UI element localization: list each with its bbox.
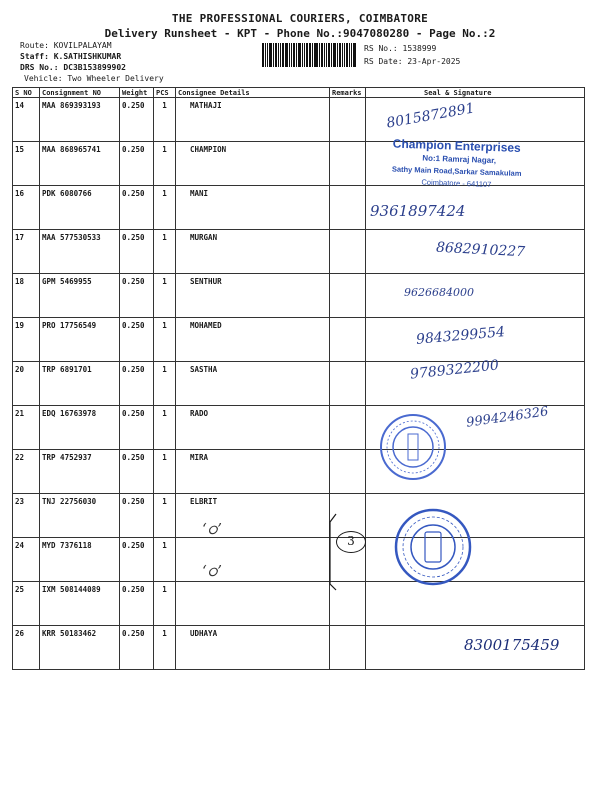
barcode-bar [351,43,352,67]
barcode-bar [289,43,290,67]
cell-pcs: 1 [154,186,176,230]
barcode-bar [324,43,325,67]
remarks-bracket-line [326,512,340,592]
cell-remarks [330,142,366,186]
col-signature-header: Seal & Signature [366,88,585,98]
cell-pcs: 1 [154,142,176,186]
barcode-bar [344,43,345,67]
cell-weight: 0.250 [120,626,154,670]
table-row [13,318,585,362]
route-line [20,40,164,51]
champion-stamp-name: Champion Enterprises [392,136,521,155]
vehicle-label: Vehicle: [24,74,63,83]
table-row [13,362,585,406]
col-pcs-header: PCS [154,88,176,98]
cell-remarks [330,450,366,494]
cell-weight: 0.250 [120,538,154,582]
cell-consignee [176,538,330,582]
cell-sno: 14 [13,98,40,142]
barcode-bar [331,43,332,67]
bottom-phone-handwritten: 8300175459 [464,636,560,654]
barcode-bar [296,43,297,67]
barcode-bar [314,43,315,67]
cell-pcs: 1 [154,406,176,450]
consignee-mark-24: ʻഠʼ [202,520,222,538]
barcode-bar [353,43,356,67]
cell-pcs: 1 [154,626,176,670]
cell-weight: 0.250 [120,362,154,406]
cell-sno: 18 [13,274,40,318]
route-label: Route: [20,41,49,50]
barcode-bar [280,43,281,67]
rs-date-label: RS Date: [364,57,403,66]
table-row [13,274,585,318]
cell-remarks [330,274,366,318]
cell-consignee: MURGAN [176,230,330,274]
barcode-bar [328,43,330,67]
cell-signature [366,582,585,626]
cell-sno: 25 [13,582,40,626]
cell-consignment-no: PDK 6080766 [40,186,120,230]
cell-sno: 24 [13,538,40,582]
handwritten-phone-number: 8682910227 [435,239,526,261]
col-consignee-header: Consignee Details [176,88,330,98]
barcode-bar [302,43,303,67]
runsheet-subtitle: Delivery Runsheet - KPT - Phone No.:9047080280 - Page No.:2 [104,27,496,40]
rs-date-value: 23-Apr-2025 [407,57,461,66]
remarks-circle-mark [336,531,366,553]
barcode-bar [267,43,268,67]
cell-consignment-no: TRP 6891701 [40,362,120,406]
cell-weight: 0.250 [120,406,154,450]
barcode-bar [306,43,308,67]
cell-weight: 0.250 [120,274,154,318]
handwritten-phone-number: 9843299554 [415,324,506,348]
barcode-bar [319,43,320,67]
header-meta-block [20,40,164,84]
barcode-bar [282,43,284,67]
cell-consignment-no: TNJ 22756030 [40,494,120,538]
cell-consignee: CHAMPION [176,142,330,186]
cell-weight: 0.250 [120,98,154,142]
rs-meta-block [364,42,460,68]
cell-pcs: 1 [154,230,176,274]
cell-pcs: 1 [154,538,176,582]
cell-sno: 26 [13,626,40,670]
barcode-bar [275,43,277,67]
barcode-bar [339,43,341,67]
staff-label: Staff: [20,52,49,61]
table-row [13,230,585,274]
round-company-seal [378,412,448,482]
col-sno-header: S NO [13,88,40,98]
barcode-bar [326,43,327,67]
barcode-bar [309,43,311,67]
barcode-bar [342,43,343,67]
cell-pcs: 1 [154,582,176,626]
handwritten-phone-number: 8015872891 [385,100,476,132]
barcode-bar [312,43,313,67]
vehicle-value: Two Wheeler Delivery [67,74,164,83]
cell-pcs: 1 [154,494,176,538]
cell-consignment-no: MAA 869393193 [40,98,120,142]
cell-sno: 23 [13,494,40,538]
cell-consignee [176,582,330,626]
barcode-bar [265,43,266,67]
cell-consignment-no: IXM 508144089 [40,582,120,626]
rs-no-value: 1538999 [402,44,437,53]
cell-weight: 0.250 [120,186,154,230]
champion-stamp [391,137,593,200]
barcode-bar [285,43,288,67]
cell-remarks [330,186,366,230]
cell-weight: 0.250 [120,494,154,538]
cell-consignee: UDHAYA [176,626,330,670]
cell-remarks [330,98,366,142]
cell-consignment-no: KRR 50183462 [40,626,120,670]
champion-stamp-line1: No:1 Ramraj Nagar, [422,153,497,166]
cell-sno: 19 [13,318,40,362]
cell-consignment-no: MAA 577530533 [40,230,120,274]
handwritten-phone-number: 9626684000 [404,286,474,299]
cell-consignment-no: MAA 868965741 [40,142,120,186]
handwritten-phone-number: 9994246326 [465,404,550,431]
champion-stamp-line2: Sathy Main Road,Sarkar Samakulam [391,164,522,179]
barcode-bar [315,43,318,67]
col-consignment-header: Consignment NO [40,88,120,98]
barcode-bar [346,43,348,67]
table-row [13,494,585,538]
cell-weight: 0.250 [120,318,154,362]
cell-consignment-no: TRP 4752937 [40,450,120,494]
cell-signature [366,274,585,318]
barcode-bar [349,43,350,67]
cell-sno: 17 [13,230,40,274]
rs-no-label: RS No.: [364,44,398,53]
cell-pcs: 1 [154,318,176,362]
drs-value: DC3B153899902 [63,63,126,72]
barcode-bar [262,43,264,67]
cell-pcs: 1 [154,362,176,406]
cell-consignee: MANI [176,186,330,230]
drs-label: DRS No.: [20,63,59,72]
barcode-bar [321,43,323,67]
cell-weight: 0.250 [120,142,154,186]
cell-remarks [330,406,366,450]
cell-consignee: MATHAJI [176,98,330,142]
cell-sno: 16 [13,186,40,230]
cell-weight: 0.250 [120,230,154,274]
cell-pcs: 1 [154,98,176,142]
vehicle-line [20,73,164,84]
consignee-mark-25: ʻഠʼ [202,562,222,580]
cell-weight: 0.250 [120,582,154,626]
cell-sno: 20 [13,362,40,406]
cell-remarks [330,362,366,406]
barcode-bar [291,43,292,67]
cell-signature [366,318,585,362]
company-title: THE PROFESSIONAL COURIERS, COIMBATORE [171,12,429,25]
cell-consignment-no: MYD 7376118 [40,538,120,582]
cell-consignee: RADO [176,406,330,450]
barcode-bar [273,43,274,67]
table-row [13,406,585,450]
table-row [13,450,585,494]
route-value: KOVILPALAYAM [53,41,112,50]
cell-consignee: MIRA [176,450,330,494]
cell-signature [366,230,585,274]
drs-barcode [262,43,356,67]
table-row [13,582,585,626]
cell-sno: 21 [13,406,40,450]
handwritten-phone-number: 9789322200 [409,357,500,383]
cell-sno: 22 [13,450,40,494]
elbrit-company-seal [392,506,474,588]
cell-consignment-no: GPM 5469955 [40,274,120,318]
cell-consignee: SENTHUR [176,274,330,318]
cell-weight: 0.250 [120,450,154,494]
cell-signature [366,98,585,142]
barcode-bar [278,43,279,67]
drs-line [20,62,164,73]
rs-date-line [364,55,460,68]
staff-line [20,51,164,62]
cell-consignment-no: EDQ 16763978 [40,406,120,450]
cell-remarks [330,626,366,670]
staff-value: K.SATHISHKUMAR [53,52,122,61]
barcode-bar [269,43,272,67]
barcode-bar [298,43,301,67]
cell-remarks [330,230,366,274]
table-header-row [13,88,585,98]
cell-remarks [330,318,366,362]
col-weight-header: Weight [120,88,154,98]
table-row [13,98,585,142]
barcode-bar [304,43,305,67]
handwritten-phone-number: 9361897424 [370,202,466,220]
cell-consignment-no: PRO 17756549 [40,318,120,362]
cell-consignee: ELBRIT [176,494,330,538]
cell-pcs: 1 [154,274,176,318]
cell-sno: 15 [13,142,40,186]
barcode-bar [337,43,338,67]
cell-consignee: MOHAMED [176,318,330,362]
cell-consignee: SASTHA [176,362,330,406]
cell-signature [366,357,585,406]
remarks-mark-text: 3 [347,534,355,548]
col-remarks-header: Remarks [330,88,366,98]
cell-pcs: 1 [154,450,176,494]
table-row [13,538,585,582]
rs-no-line [364,42,460,55]
barcode-bar [293,43,295,67]
barcode-bar [333,43,336,67]
champion-stamp-line3: Coimbatore - 641107 [421,177,492,189]
